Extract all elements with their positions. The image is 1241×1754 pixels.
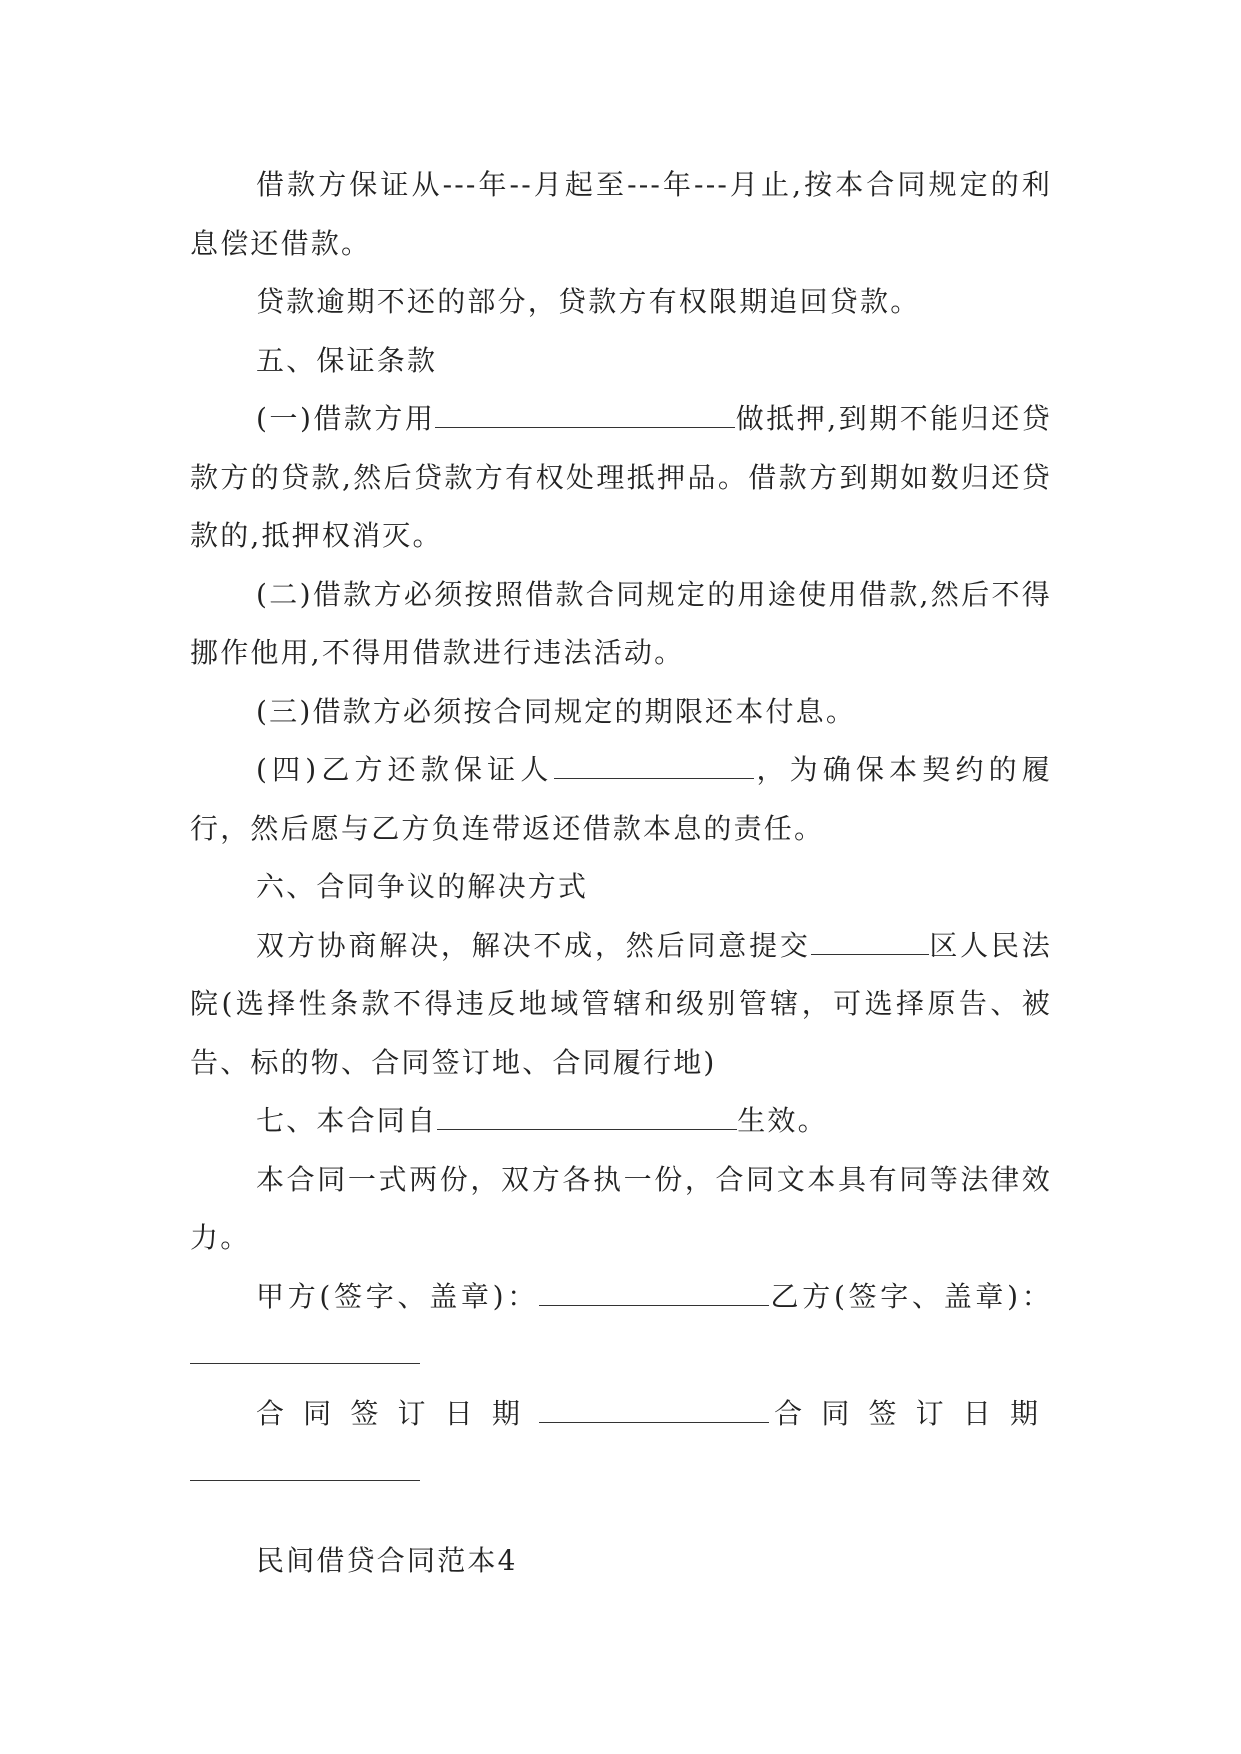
collateral-blank [435,405,735,428]
paragraph-clause-2: (二)借款方必须按照借款合同规定的用途使用借款,然后不得挪作他用,不得用借款进行违法活动。 [190,577,1052,669]
effective-text-start: 七、本合同自 [256,1104,438,1137]
clause-4-text-end: ，为确保本契约的履行，然后愿与乙方负连带返还借款本息的责任。 [190,753,1052,845]
party-a-signature-blank [539,1283,769,1306]
paragraph-clause-3: (三)借款方必须按合同规定的期限还本付息。 [256,694,857,728]
party-a-date-blank [539,1400,769,1423]
signature-line [190,1268,1052,1385]
party-a-signature-label: 甲方(签字、盖章)： [256,1279,539,1313]
party-b-signature-label: 乙方(签字、盖章)： [769,1279,1052,1313]
clause-1-text-start: (一)借款方用 [256,402,436,435]
paragraph-dispute [190,917,1052,1093]
paragraph-copies: 本合同一式两份，双方各执一份，合同文本具有同等法律效力。 [190,1162,1052,1254]
court-blank [811,932,929,955]
section-heading-guarantee: 五、保证条款 [256,343,438,377]
party-b-date-blank [190,1458,420,1481]
dispute-text-start: 双方协商解决，解决不成，然后同意提交 [256,928,811,962]
clause-1-text-end: 做抵押,到期不能归还贷款方的贷款,然后贷款方有权处理抵押品。借款方到期如数归还贷款的,抵押权消灭。 [190,402,1053,552]
paragraph-clause-1 [190,390,1052,566]
paragraph-overdue: 贷款逾期不还的部分，贷款方有权限期追回贷款。 [256,285,921,318]
party-a-date-label: 合同签订日期 [256,1396,539,1430]
next-section-title: 民间借贷合同范本4 [256,1543,518,1577]
party-b-signature-blank [190,1341,420,1364]
section-heading-effective [190,1092,1052,1151]
effective-date-blank [437,1107,737,1130]
signing-date-line [190,1385,1052,1502]
spacer [190,1502,1052,1532]
guarantor-blank [554,756,754,779]
paragraph-repayment-term: 借款方保证从---年--月起至---年---月止,按本合同规定的利息偿还借款。 [190,168,1052,260]
effective-text-end: 生效。 [737,1104,828,1137]
dispute-text-end: 区人民法院(选择性条款不得违反地域管辖和级别管辖，可选择原告、被告、标的物、合同签订地、合同履行地) [190,928,1052,1079]
section-heading-dispute: 六、合同争议的解决方式 [256,870,589,903]
paragraph-clause-4 [190,741,1052,858]
document-page [190,156,1052,1590]
party-b-date-label: 合同签订日期 [769,1396,1052,1430]
clause-4-text-start: (四)乙方还款保证人 [256,753,554,786]
